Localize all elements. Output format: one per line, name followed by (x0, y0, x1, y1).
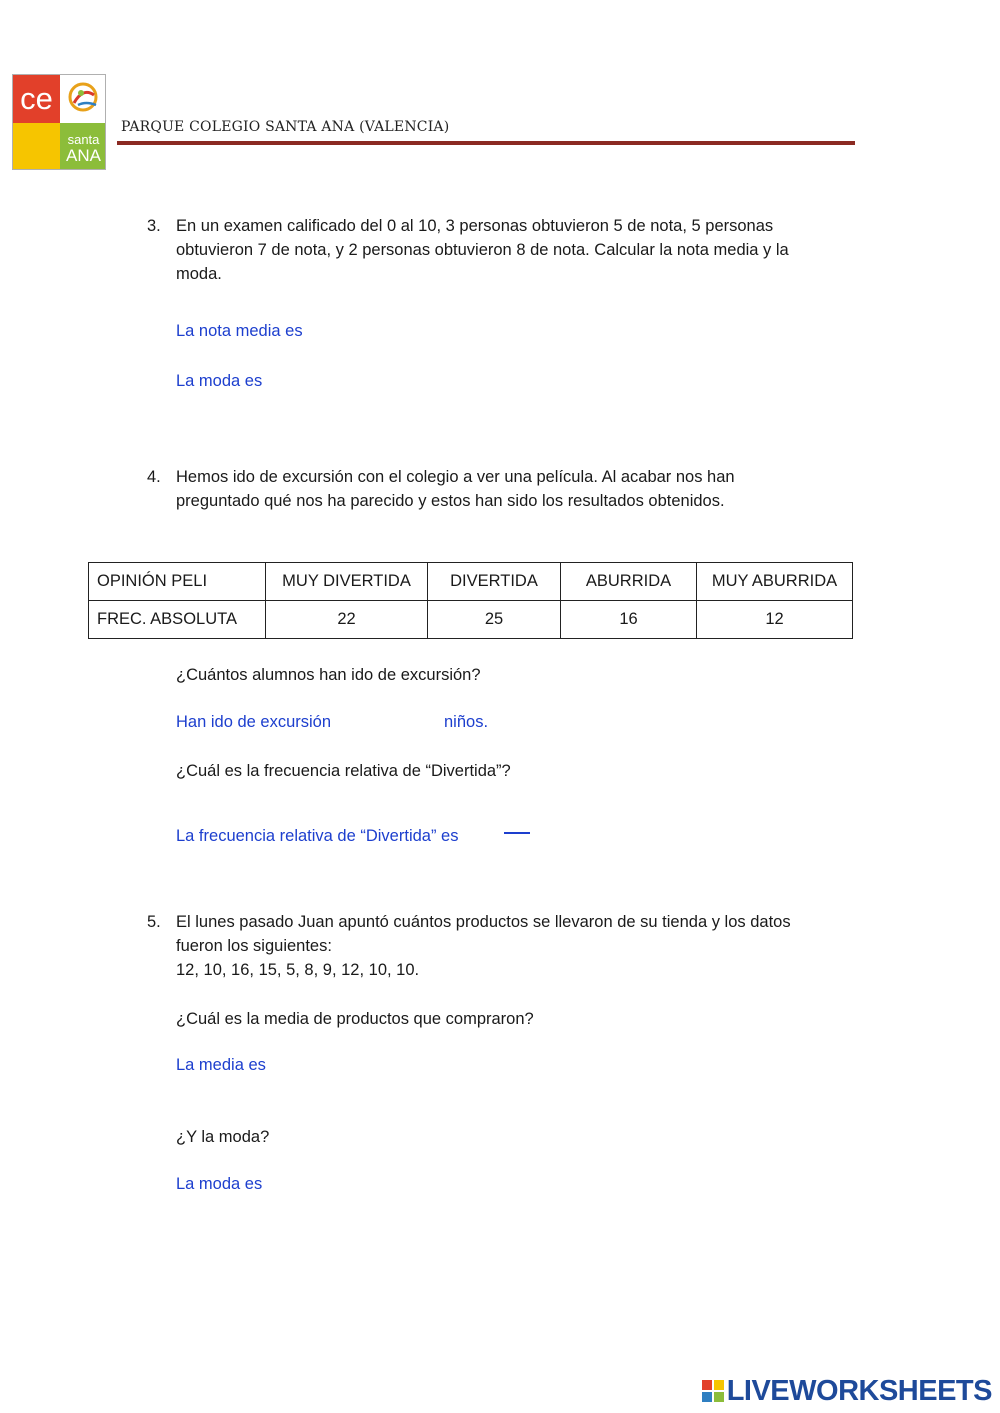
school-name: PARQUE COLEGIO SANTA ANA (VALENCIA) (121, 119, 450, 135)
logo-ce: ce (13, 75, 60, 123)
question-5-number: 5. (147, 913, 161, 931)
logo-ana: ANA (66, 146, 101, 165)
table-row (89, 601, 853, 639)
answer-5-moda: La moda es (176, 1175, 263, 1193)
fraction-bar (504, 832, 530, 834)
question-5-line: El lunes pasado Juan apuntó cuántos productos se llevaron de su tienda y los datos (176, 913, 791, 931)
table-cell: 16 (561, 601, 697, 639)
school-logo (12, 74, 106, 170)
liveworksheets-icon (701, 1378, 725, 1402)
question-3-number: 3. (147, 217, 161, 235)
question-5-media: ¿Cuál es la media de productos que compraron? (176, 1010, 534, 1028)
header-divider (117, 141, 855, 145)
question-5-data: 12, 10, 16, 15, 5, 8, 9, 12, 10, 10. (176, 961, 420, 979)
table-header-cell: ABURRIDA (561, 563, 697, 601)
answer-3-moda: La moda es (176, 372, 263, 390)
table-row (89, 563, 853, 601)
question-5-moda: ¿Y la moda? (176, 1128, 270, 1146)
question-4-line: preguntado qué nos ha parecido y estos han sido los resultados obtenidos. (176, 492, 725, 510)
opinion-table (88, 562, 853, 639)
table-cell: 22 (266, 601, 428, 639)
question-3-line: En un examen calificado del 0 al 10, 3 personas obtuvieron 5 de nota, 5 personas (176, 217, 774, 235)
question-4-line: Hemos ido de excursión con el colegio a ver una película. Al acabar nos han (176, 468, 735, 486)
table-cell: 25 (428, 601, 561, 639)
logo-santa: santa (67, 132, 100, 147)
answer-4-alumnos-suffix: niños. (444, 713, 489, 731)
liveworksheets-brand (701, 1375, 992, 1408)
question-4-alumnos: ¿Cuántos alumnos han ido de excursión? (176, 666, 481, 684)
table-header-cell: MUY DIVERTIDA (266, 563, 428, 601)
table-header-cell: DIVERTIDA (428, 563, 561, 601)
question-3-line: obtuvieron 7 de nota, y 2 personas obtuvieron 8 de nota. Calcular la nota media y la (176, 241, 789, 259)
question-3-line: moda. (176, 265, 222, 283)
answer-3-media: La nota media es (176, 322, 303, 340)
question-4-text (176, 465, 735, 513)
logo-santa-ana (60, 123, 106, 170)
question-5-text (176, 910, 791, 982)
answer-4-frecuencia: La frecuencia relativa de “Divertida” es (176, 827, 459, 845)
answer-5-media: La media es (176, 1056, 266, 1074)
logo-yellow-block (13, 123, 60, 170)
question-5-line: fueron los siguientes: (176, 937, 332, 955)
table-cell: 12 (697, 601, 853, 639)
question-4-frecuencia: ¿Cuál es la frecuencia relativa de “Divertida”? (176, 762, 511, 780)
liveworksheets-text: LIVEWORKSHEETS (726, 1375, 992, 1407)
logo-emblem-icon (60, 75, 106, 123)
table-header-cell: MUY ABURRIDA (697, 563, 853, 601)
question-4-number: 4. (147, 468, 161, 486)
answer-4-alumnos-prefix: Han ido de excursión (176, 713, 332, 731)
question-3-text (176, 214, 789, 286)
table-header-cell: OPINIÓN PELI (89, 563, 266, 601)
table-cell: FREC. ABSOLUTA (89, 601, 266, 639)
